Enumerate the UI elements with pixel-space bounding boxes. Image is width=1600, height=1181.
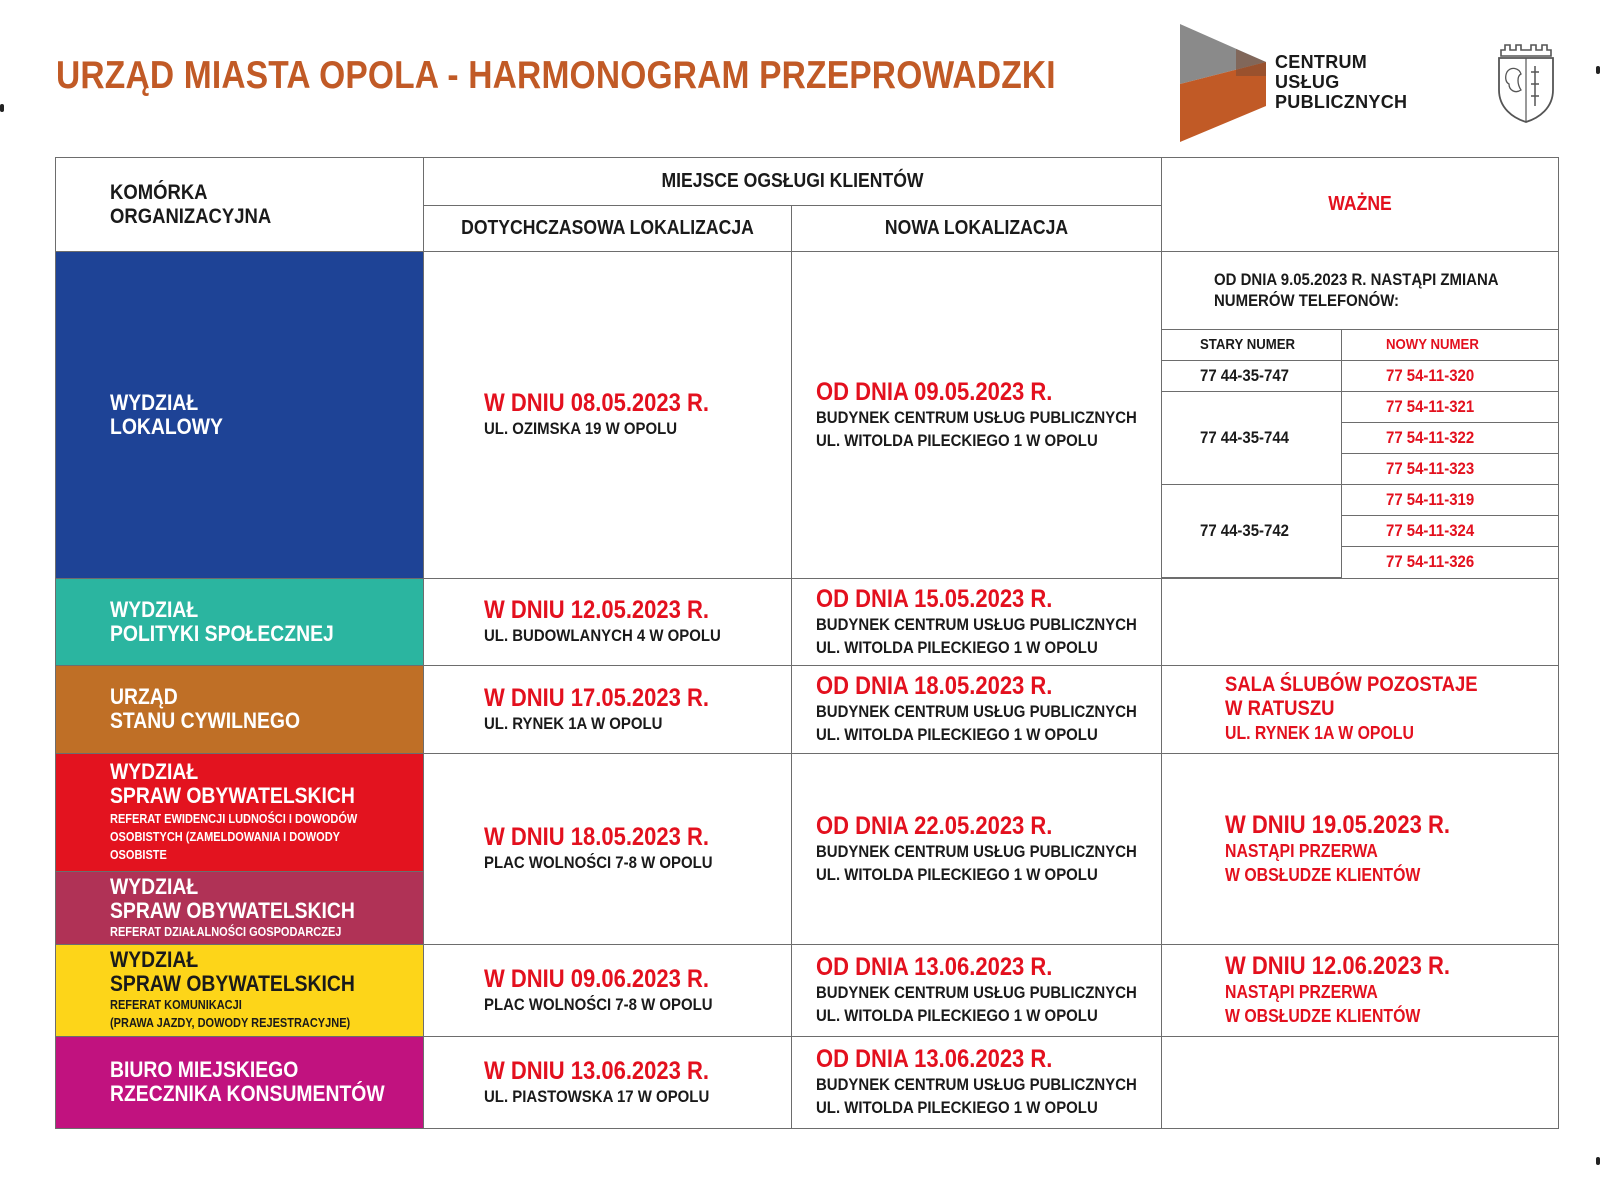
new-number: 77 54-11-324: [1341, 515, 1559, 546]
relocation-schedule-table: [55, 157, 1559, 1129]
header-service-place: MIEJSCE OGSŁUGI KLIENTÓW: [424, 158, 1162, 206]
unit-biuro-rzecznika-konsumentow: BIURO MIEJSKIEGO RZECZNIKA KONSUMENTÓW: [56, 1036, 424, 1128]
header-unit-line-1: KOMÓRKA: [110, 180, 208, 204]
old-location-cell: W DNIU 12.05.2023 R. UL. BUDOWLANYCH 4 W OPOLU: [424, 578, 792, 665]
opole-coat-of-arms-icon: [1495, 42, 1557, 124]
unit-wydzial-lokalowy: WYDZIAŁ LOKALOWY: [56, 252, 424, 579]
unit-wydzial-spraw-obywatelskich-komunikacja: WYDZIAŁ SPRAW OBYWATELSKICH REFERAT KOMUNIKACJI (PRAWA JAZDY, DOWODY REJESTRACYJNE): [56, 944, 424, 1036]
header-organizational-unit: [56, 158, 424, 252]
page-title: URZĄD MIASTA OPOLA - HARMONOGRAM PRZEPROWADZKI: [56, 54, 1056, 97]
edge-mark-right-bottom: [1596, 1157, 1600, 1165]
new-number: 77 54-11-323: [1341, 453, 1559, 484]
unit-wydzial-spraw-obywatelskich-dzialalnosc: WYDZIAŁ SPRAW OBYWATELSKICH REFERAT DZIAŁALNOŚCI GOSPODARCZEJ: [56, 871, 424, 944]
important-cell-empty: [1162, 1036, 1559, 1128]
table-row: [56, 944, 1559, 1036]
header-old-location: DOTYCHCZASOWA LOKALIZACJA: [424, 206, 792, 252]
cup-logo-line-1: CENTRUM: [1275, 52, 1368, 72]
old-location-cell: W DNIU 17.05.2023 R. UL. RYNEK 1A W OPOLU: [424, 665, 792, 753]
new-number: 77 54-11-320: [1341, 360, 1559, 391]
edge-mark-right-top: [1596, 66, 1600, 74]
phone-change-cell: [1162, 252, 1559, 579]
important-cell: W DNIU 19.05.2023 R. NASTĄPI PRZERWA W OBSŁUDZE KLIENTÓW: [1162, 753, 1559, 944]
header-unit-line-2: ORGANIZACYJNA: [110, 204, 272, 228]
new-number: 77 54-11-319: [1341, 484, 1559, 515]
cup-logo-text: [1275, 52, 1407, 112]
old-number-header: STARY NUMER: [1162, 329, 1341, 360]
cup-chevron-icon: [1180, 24, 1276, 142]
table-row: [56, 252, 1559, 579]
new-number: 77 54-11-322: [1341, 422, 1559, 453]
old-location-cell: W DNIU 13.06.2023 R. UL. PIASTOWSKA 17 W OPOLU: [424, 1036, 792, 1128]
new-number: 77 54-11-326: [1341, 546, 1559, 577]
new-location-cell: OD DNIA 22.05.2023 R. BUDYNEK CENTRUM USŁUG PUBLICZNYCH UL. WITOLDA PILECKIEGO 1 W OPOLU: [792, 753, 1162, 944]
new-location-cell: OD DNIA 13.06.2023 R. BUDYNEK CENTRUM USŁUG PUBLICZNYCH UL. WITOLDA PILECKIEGO 1 W OPOLU: [792, 1036, 1162, 1128]
old-location-cell: W DNIU 09.06.2023 R. PLAC WOLNOŚCI 7-8 W OPOLU: [424, 944, 792, 1036]
important-cell-empty: [1162, 578, 1559, 665]
table-row: [56, 578, 1559, 665]
table-row: [56, 1036, 1559, 1128]
cup-logo-line-2: USŁUG: [1275, 72, 1340, 92]
phone-change-note: OD DNIA 9.05.2023 R. NASTĄPI ZMIANA NUMERÓW TELEFONÓW:: [1162, 252, 1559, 329]
header-new-location: NOWA LOKALIZACJA: [792, 206, 1162, 252]
table-row: [56, 665, 1559, 753]
old-location-cell: W DNIU 08.05.2023 R. UL. OZIMSKA 19 W OPOLU: [424, 252, 792, 579]
new-number: 77 54-11-321: [1341, 391, 1559, 422]
old-number: 77 44-35-747: [1162, 360, 1341, 391]
unit-urzad-stanu-cywilnego: URZĄD STANU CYWILNEGO: [56, 665, 424, 753]
header-important: WAŻNE: [1162, 158, 1559, 252]
important-cell: SALA ŚLUBÓW POZOSTAJE W RATUSZU UL. RYNEK 1A W OPOLU: [1162, 665, 1559, 753]
important-cell: W DNIU 12.06.2023 R. NASTĄPI PRZERWA W OBSŁUDZE KLIENTÓW: [1162, 944, 1559, 1036]
unit-wydzial-polityki-spolecznej: WYDZIAŁ POLITYKI SPOŁECZNEJ: [56, 578, 424, 665]
unit-wydzial-spraw-obywatelskich-ewidencja: WYDZIAŁ SPRAW OBYWATELSKICH REFERAT EWIDENCJI LUDNOŚCI I DOWODÓW OSOBISTYCH (ZAMELDOWANIA I DOWODY OSOBISTE: [56, 753, 424, 871]
edge-mark-left: [0, 104, 4, 112]
old-number: 77 44-35-742: [1162, 484, 1341, 577]
old-number: 77 44-35-744: [1162, 391, 1341, 484]
new-number-header: NOWY NUMER: [1341, 329, 1559, 360]
table-row: [56, 753, 1559, 871]
phone-numbers-table: [1162, 252, 1559, 578]
centrum-uslug-publicznych-logo: [1180, 24, 1430, 142]
old-location-cell: W DNIU 18.05.2023 R. PLAC WOLNOŚCI 7-8 W OPOLU: [424, 753, 792, 944]
new-location-cell: OD DNIA 18.05.2023 R. BUDYNEK CENTRUM USŁUG PUBLICZNYCH UL. WITOLDA PILECKIEGO 1 W OPOLU: [792, 665, 1162, 753]
new-location-cell: OD DNIA 13.06.2023 R. BUDYNEK CENTRUM USŁUG PUBLICZNYCH UL. WITOLDA PILECKIEGO 1 W OPOLU: [792, 944, 1162, 1036]
new-location-cell: OD DNIA 15.05.2023 R. BUDYNEK CENTRUM USŁUG PUBLICZNYCH UL. WITOLDA PILECKIEGO 1 W OPOLU: [792, 578, 1162, 665]
new-location-cell: OD DNIA 09.05.2023 R. BUDYNEK CENTRUM USŁUG PUBLICZNYCH UL. WITOLDA PILECKIEGO 1 W OPOLU: [792, 252, 1162, 579]
cup-logo-line-3: PUBLICZNYCH: [1275, 92, 1408, 112]
